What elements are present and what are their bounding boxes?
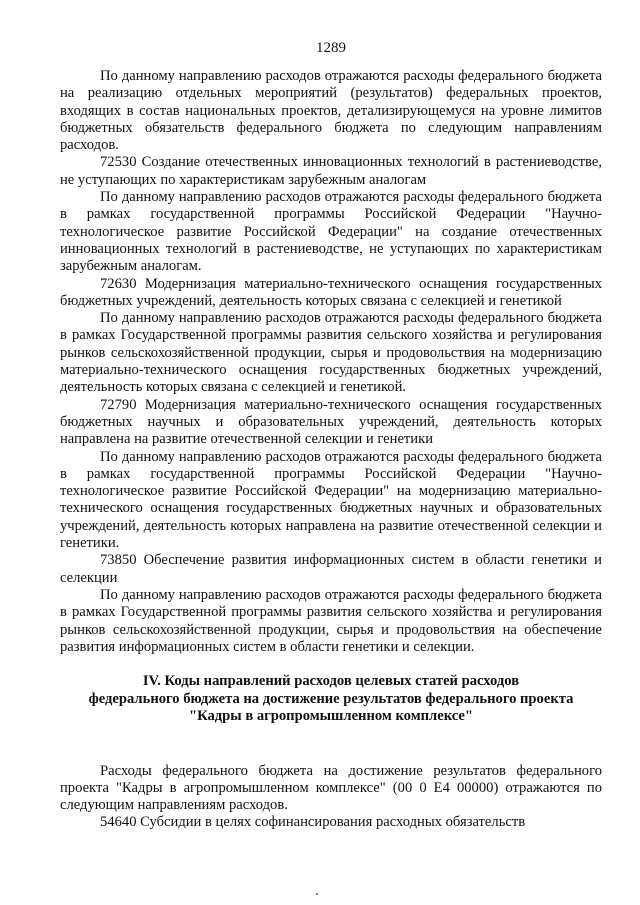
section-heading-line-1: IV. Коды направлений расходов целевых статей расходов xyxy=(142,673,520,690)
paragraph-desc-72530: По данному направлению расходов отражаются расходы федерального бюджета в рамках государственной программы Российской Федерации "Научно-технологическое развитие Российской Федерации" на создание отечественных инновационных технологий в растениеводстве, не уступающих по характеристикам зарубежным аналогам. xyxy=(60,189,602,275)
paragraph-code-72790: 72790 Модернизация материально-технического оснащения государственных бюджетных научных и образовательных учреждений, деятельность которых направлена на развитие отечественной селекции и генетики xyxy=(60,396,602,448)
paragraph-code-54640: 54640 Субсидии в целях софинансирования расходных обязательств xyxy=(100,814,526,831)
document-page xyxy=(60,0,602,832)
paragraph-code-72630: 72630 Модернизация материально-технического оснащения государственных бюджетных учреждений, деятельность которых связана с селекцией и генетикой xyxy=(60,275,602,309)
paragraph-code-72530: 72530 Создание отечественных инновационных технологий в растениеводстве, не уступающих по характеристикам зарубежным аналогам xyxy=(60,154,602,188)
paragraph-section-intro: Расходы федерального бюджета на достижение результатов федерального проекта "Кадры в агропромышленном комплексе" (00 0 Е4 00000) отражаются по следующим направлениям расходов. xyxy=(60,762,602,814)
paragraph-desc-72790: По данному направлению расходов отражаются расходы федерального бюджета в рамках государственной программы Российской Федерации "Научно-технологическое развитие Российской Федерации" на модернизацию материально-технического оснащения государственных бюджетных научных и образовательных учреждений, деятельность которых направлена на развитие отечественной селекции и генетики. xyxy=(60,448,602,552)
scan-dot-mark xyxy=(316,893,318,895)
section-heading-line-2: федерального бюджета на достижение результатов федерального проекта xyxy=(88,690,574,707)
section-heading-line-3: "Кадры в агропромышленном комплексе" xyxy=(188,708,473,725)
page-number: 1289 xyxy=(316,40,346,56)
paragraph-code-73850: 73850 Обеспечение развития информационных систем в области генетики и селекции xyxy=(60,552,602,586)
paragraph-intro: По данному направлению расходов отражаются расходы федерального бюджета на реализацию отдельных мероприятий (результатов) федеральных проектов, входящих в состав национальных проектов, детализирующемуся на уровне лимитов бюджетных обязательств федерального бюджета по следующим направлениям расходов. xyxy=(60,68,602,154)
document-body xyxy=(60,68,602,832)
paragraph-desc-73850: По данному направлению расходов отражаются расходы федерального бюджета в рамках Государственной программы развития сельского хозяйства и регулирования рынков сельскохозяйственной продукции, сырья и продовольствия на обеспечение развития информационных систем в области генетики и селекции. xyxy=(60,586,602,655)
section-heading xyxy=(60,673,602,726)
paragraph-desc-72630: По данному направлению расходов отражаются расходы федерального бюджета в рамках Государственной программы развития сельского хозяйства и регулирования рынков сельскохозяйственной продукции, сырья и продовольствия на модернизацию материально-технического оснащения государственных бюджетных учреждений, деятельность которых связана с селекцией и генетикой. xyxy=(60,310,602,396)
